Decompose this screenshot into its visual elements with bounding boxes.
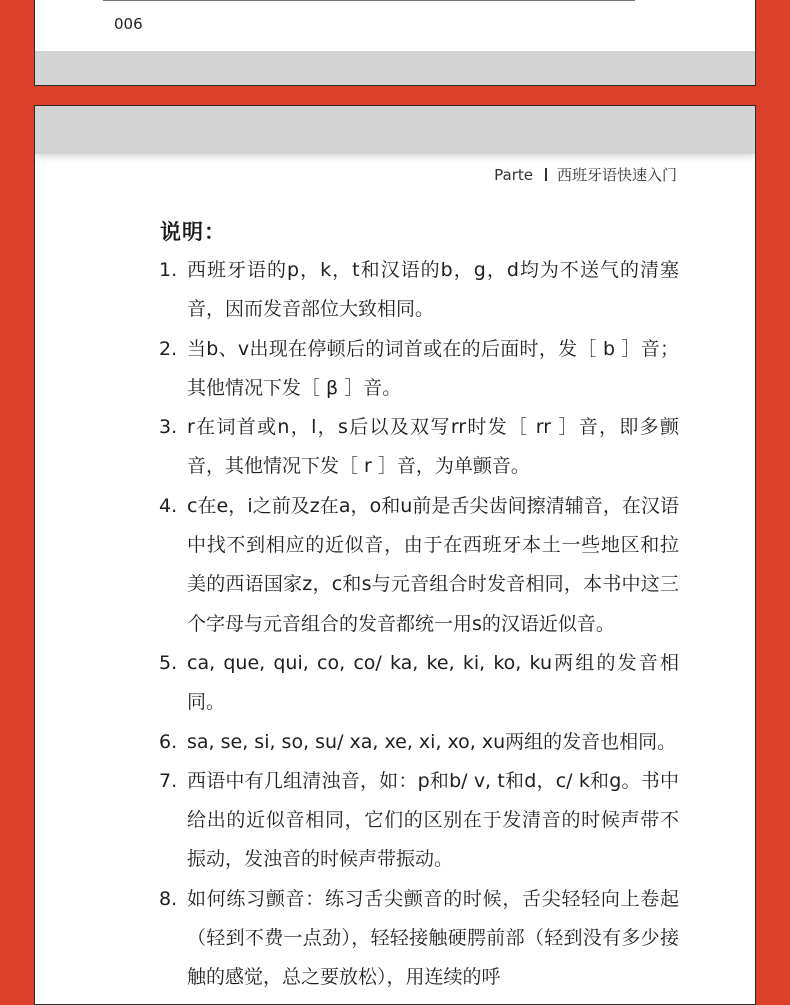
note-item — [159, 251, 679, 330]
page-footer-band — [35, 51, 755, 85]
previous-page — [34, 0, 756, 86]
section-title: 说明： — [160, 220, 226, 244]
note-item — [159, 408, 679, 487]
note-number: 4. — [159, 494, 178, 517]
note-text: c在e，i之前及z在a，o和u前是舌尖齿间擦清辅音，在汉语中找不到相应的近似音，由于在西班牙本土一些地区和拉美的西语国家z，c和s与元音组合时发音相同，本书中这三个字母与元音组合的发音都统一用s的汉语近似音。 — [187, 494, 679, 635]
note-text: r在词首或n，l，s后以及双写rr时发［ rr ］音，即多颤音，其他情况下发［ r ］音，为单颤音。 — [187, 416, 679, 478]
page-number: 006 — [114, 15, 143, 33]
running-head-part: Parte — [494, 166, 533, 184]
note-item — [159, 644, 679, 723]
note-number: 7. — [159, 769, 178, 792]
note-text: 如何练习颤音：练习舌尖颤音的时候，舌尖轻轻向上卷起（轻到不费一点劲），轻轻接触硬腭前部（轻到没有多少接触的感觉，总之要放松），用连续的呼 — [187, 887, 679, 989]
note-item — [159, 762, 679, 880]
note-number: 6. — [159, 730, 178, 753]
note-text: 西语中有几组清浊音，如：p和b/ v, t和d，c/ k和g。书中给出的近似音相同，它们的区别在于发清音的时候声带不振动，发浊音的时候声带振动。 — [187, 769, 679, 871]
running-head — [494, 164, 677, 185]
page-rule — [103, 0, 635, 1]
page-header-band — [35, 106, 755, 154]
note-number: 2. — [159, 337, 178, 360]
running-head-subject: 西班牙语快速入门 — [556, 166, 677, 184]
running-head-numeral — [545, 168, 547, 181]
current-page — [34, 105, 756, 1005]
note-text: 西班牙语的p，k，t和汉语的b，g，d均为不送气的清塞音，因而发音部位大致相同。 — [187, 259, 679, 321]
note-item — [159, 330, 679, 409]
note-number: 5. — [159, 651, 178, 674]
note-text: sa, se, si, so, su/ xa, xe, xi, xo, xu两组的发音也相同。 — [187, 730, 677, 753]
note-item — [159, 487, 679, 644]
note-text: 当b、v出现在停顿后的词首或在的后面时，发［ b ］音；其他情况下发［ β ］音。 — [187, 337, 679, 399]
note-number: 8. — [159, 887, 178, 910]
note-item — [159, 880, 679, 998]
note-text: ca, que, qui, co, co/ ka, ke, ki, ko, ku两组的发音相同。 — [187, 651, 679, 714]
note-item — [159, 723, 679, 762]
note-number: 3. — [159, 416, 178, 439]
note-number: 1. — [159, 259, 178, 281]
notes-list — [159, 251, 679, 998]
